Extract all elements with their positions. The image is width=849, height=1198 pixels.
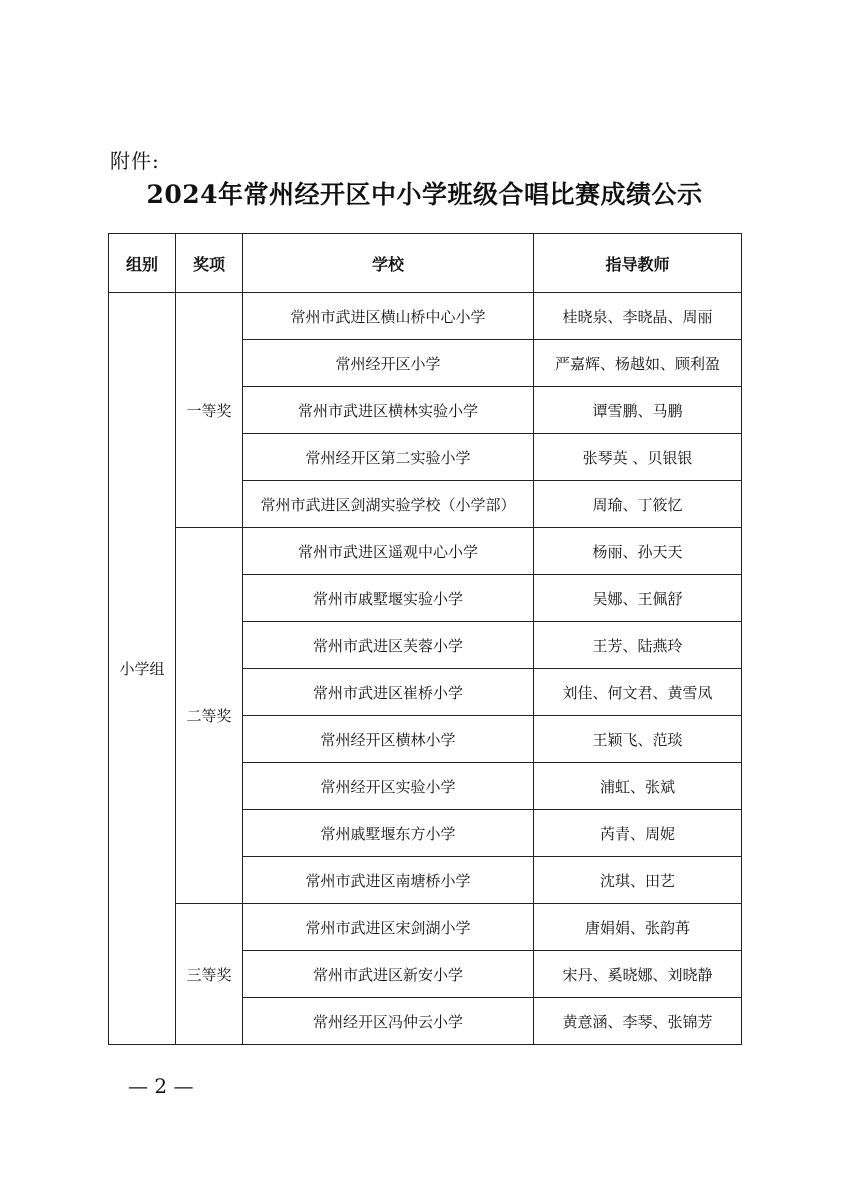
school-cell: 常州市武进区遥观中心小学 xyxy=(243,528,534,575)
group-cell: 小学组 xyxy=(109,293,176,1045)
table-row xyxy=(109,293,742,340)
award-cell-first: 一等奖 xyxy=(176,293,243,528)
table-header-row xyxy=(109,234,742,293)
teachers-cell: 刘佳、何文君、黄雪凤 xyxy=(534,669,742,716)
school-cell: 常州市武进区南塘桥小学 xyxy=(243,857,534,904)
school-cell: 常州经开区小学 xyxy=(243,340,534,387)
teachers-cell: 浦虹、张斌 xyxy=(534,763,742,810)
school-cell: 常州市武进区宋剑湖小学 xyxy=(243,904,534,951)
teachers-cell: 严嘉辉、杨越如、顾利盈 xyxy=(534,340,742,387)
school-cell: 常州市武进区横林实验小学 xyxy=(243,387,534,434)
teachers-cell: 桂晓泉、李晓晶、周丽 xyxy=(534,293,742,340)
teachers-cell: 芮青、周妮 xyxy=(534,810,742,857)
page-title: 2024年常州经开区中小学班级合唱比赛成绩公示 xyxy=(146,180,703,209)
teachers-cell: 唐娟娟、张韵苒 xyxy=(534,904,742,951)
results-table xyxy=(108,233,742,1045)
school-cell: 常州经开区横林小学 xyxy=(243,716,534,763)
school-cell: 常州经开区第二实验小学 xyxy=(243,434,534,481)
teachers-cell: 黄意涵、李琴、张锦芳 xyxy=(534,998,742,1045)
award-cell-second: 二等奖 xyxy=(176,528,243,904)
column-header-teachers: 指导教师 xyxy=(534,234,742,293)
school-cell: 常州市武进区崔桥小学 xyxy=(243,669,534,716)
page-number: — 2 — xyxy=(128,1074,194,1098)
table-row xyxy=(109,904,742,951)
award-cell-third: 三等奖 xyxy=(176,904,243,1045)
column-header-school: 学校 xyxy=(243,234,534,293)
teachers-cell: 张琴英 、贝银银 xyxy=(534,434,742,481)
teachers-cell: 周瑜、丁筱忆 xyxy=(534,481,742,528)
school-cell: 常州市武进区芙蓉小学 xyxy=(243,622,534,669)
attachment-label: 附件: xyxy=(110,149,160,173)
teachers-cell: 杨丽、孙天天 xyxy=(534,528,742,575)
teachers-cell: 沈琪、田艺 xyxy=(534,857,742,904)
school-cell: 常州戚墅堰东方小学 xyxy=(243,810,534,857)
column-header-award: 奖项 xyxy=(176,234,243,293)
school-cell: 常州经开区实验小学 xyxy=(243,763,534,810)
school-cell: 常州市戚墅堰实验小学 xyxy=(243,575,534,622)
school-cell: 常州市武进区横山桥中心小学 xyxy=(243,293,534,340)
teachers-cell: 王颖飞、范琰 xyxy=(534,716,742,763)
school-cell: 常州市武进区新安小学 xyxy=(243,951,534,998)
teachers-cell: 王芳、陆燕玲 xyxy=(534,622,742,669)
teachers-cell: 吴娜、王佩舒 xyxy=(534,575,742,622)
school-cell: 常州经开区冯仲云小学 xyxy=(243,998,534,1045)
teachers-cell: 宋丹、奚晓娜、刘晓静 xyxy=(534,951,742,998)
school-cell: 常州市武进区剑湖实验学校（小学部） xyxy=(243,481,534,528)
teachers-cell: 谭雪鹏、马鹏 xyxy=(534,387,742,434)
column-header-group: 组别 xyxy=(109,234,176,293)
table-row xyxy=(109,528,742,575)
